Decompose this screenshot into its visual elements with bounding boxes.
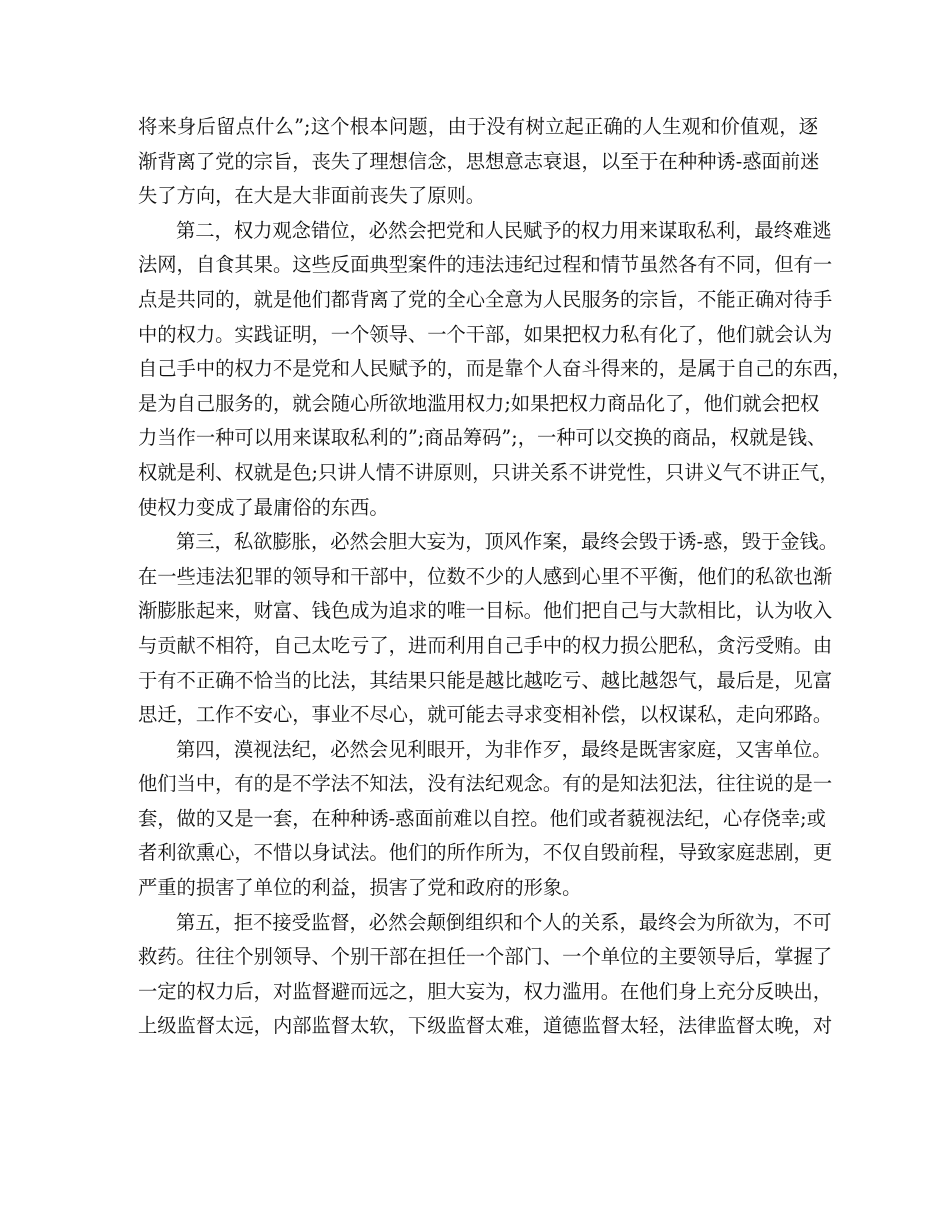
text-line: 严重的损害了单位的利益，损害了党和政府的形象。 (138, 876, 582, 900)
text-line: 思迁，工作不安心，事业不尽心，就可能去寻求变相补偿，以权谋私，走向邪路。 (138, 703, 833, 727)
text-line: 自己手中的权力不是党和人民赋予的，而是靠个人奋斗得来的，是属于自己的东西， (138, 357, 852, 381)
paragraph-first-line: 第二，权力观念错位，必然会把党和人民赋予的权力用来谋取私利，最终难逃 (176, 218, 832, 242)
text-line: 使权力变成了最庸俗的东西。 (138, 495, 389, 519)
text-line: 救药。往往个别领导、个别干部在担任一个部门、一个单位的主要领导后，掌握了 (138, 945, 833, 969)
text-line: 点是共同的，就是他们都背离了党的全心全意为人民服务的宗旨，不能正确对待手 (138, 287, 833, 311)
text-line: 中的权力。实践证明，一个领导、一个干部，如果把权力私有化了，他们就会认为 (138, 322, 833, 346)
text-line: 是为自己服务的，就会随心所欲地滥用权力;如果把权力商品化了，他们就会把权 (138, 391, 820, 415)
text-line: 力当作一种可以用来谋取私利的”;商品筹码”;，一种可以交换的商品，权就是钱、 (138, 426, 827, 450)
text-line: 一定的权力后，对监督避而远之，胆大妄为，权力滥用。在他们身上充分反映出， (138, 979, 833, 1003)
paragraph-first-line: 第四，漠视法纪，必然会见利眼开，为非作歹，最终是既害家庭，又害单位。 (176, 737, 832, 761)
text-line: 者利欲熏心，不惜以身试法。他们的所作所为，不仅自毁前程，导致家庭悲剧，更 (138, 841, 833, 865)
text-line: 在一些违法犯罪的领导和干部中，位数不少的人感到心里不平衡，他们的私欲也渐 (138, 564, 833, 588)
text-line: 失了方向，在大是大非面前丧失了原则。 (138, 184, 486, 208)
paragraph-first-line: 第五，拒不接受监督，必然会颠倒组织和个人的关系，最终会为所欲为，不可 (176, 910, 832, 934)
text-line: 将来身后留点什么”;这个根本问题，由于没有树立起正确的人生观和价值观，逐 (138, 115, 818, 138)
text-line: 与贡献不相符，自己太吃亏了，进而利用自己手中的权力损公肥私，贪污受贿。由 (138, 633, 833, 657)
text-line: 套，做的又是一套，在种种诱-惑面前难以自控。他们或者藐视法纪，心存侥幸;或 (138, 806, 826, 830)
text-line: 渐膨胀起来，财富、钱色成为追求的唯一目标。他们把自己与大款相比，认为收入 (138, 599, 833, 623)
document-body (138, 110, 852, 1044)
paragraph-first-line: 第三，私欲膨胀，必然会胆大妄为，顶风作案，最终会毁于诱-惑，毁于金钱。 (176, 530, 839, 554)
text-line: 于有不正确不恰当的比法，其结果只能是越比越吃亏、越比越怨气，最后是，见富 (138, 668, 833, 692)
text-line: 他们当中，有的是不学法不知法，没有法纪观念。有的是知法犯法，往往说的是一 (138, 772, 833, 796)
text-line: 权就是利、权就是色;只讲人情不讲原则，只讲关系不讲党性，只讲义气不讲正气， (138, 460, 839, 484)
text-line: 渐背离了党的宗旨，丧失了理想信念，思想意志衰退，以至于在种种诱-惑面前迷 (138, 149, 820, 173)
text-line: 上级监督太远，内部监督太软，下级监督太难，道德监督太轻，法律监督太晚，对 (138, 1014, 833, 1038)
text-line: 法网，自食其果。这些反面典型案件的违法违纪过程和情节虽然各有不同，但有一 (138, 253, 833, 277)
